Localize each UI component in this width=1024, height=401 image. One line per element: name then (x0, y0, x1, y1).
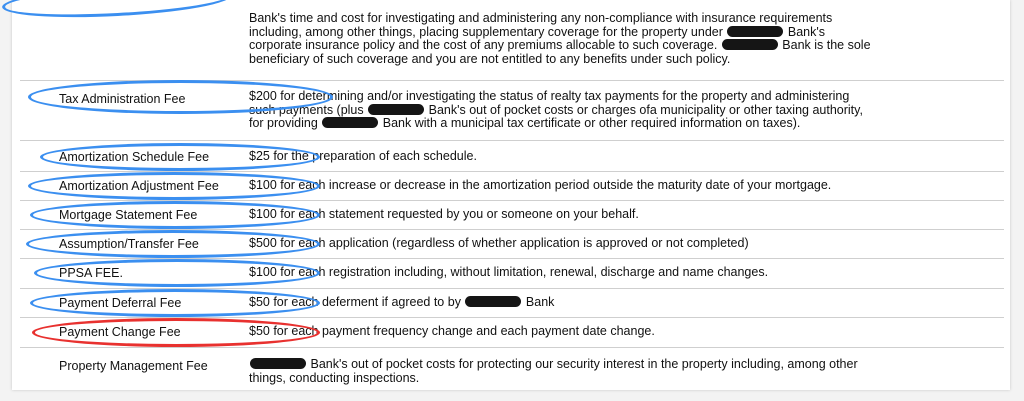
fee-description (249, 237, 899, 251)
fee-term: PPSA FEE. (59, 266, 123, 280)
fee-description (249, 266, 899, 280)
redaction-mark (722, 39, 778, 50)
fee-term: Payment Change Fee (59, 325, 181, 339)
desc-line: $200 for determining and/or investigating the status of realty tax payments for the property and administering (249, 89, 850, 103)
row-divider (20, 258, 1004, 259)
desc-line: things, conducting inspections. (249, 370, 420, 385)
desc-line: such payments (plus (249, 102, 364, 117)
row-divider (20, 171, 1004, 172)
desc-line: for providing (249, 116, 318, 130)
fee-term: Amortization Adjustment Fee (59, 179, 219, 193)
fee-term: Property Management Fee (59, 359, 208, 373)
fee-description (249, 208, 899, 222)
desc-line: Bank's time and cost for investigating and administering any non-compliance with insurance requirements (249, 11, 833, 25)
desc-line: $25 for the preparation of each schedule. (249, 149, 477, 163)
desc-line: including, among other things, placing supplementary coverage for the property under (249, 24, 723, 39)
redaction-mark (322, 117, 378, 128)
row-divider (20, 140, 1004, 141)
fee-term: Payment Deferral Fee (59, 296, 182, 310)
desc-line: Bank (525, 295, 555, 309)
desc-line: Bank's out of pocket costs or charges ofa municipality or other taxing authority, (428, 102, 863, 117)
desc-line: corporate insurance policy and the cost of any premiums allocable to such coverage. (249, 38, 718, 52)
fee-description (249, 179, 949, 193)
document-page (12, 0, 1010, 390)
fee-description (249, 12, 899, 66)
desc-line: Bank's (787, 24, 826, 39)
desc-line: $100 for each registration including, without limitation, renewal, discharge and name changes. (249, 265, 769, 279)
row-divider (20, 80, 1004, 81)
fee-description (249, 296, 899, 310)
redaction-mark (368, 104, 424, 115)
fee-description (249, 325, 899, 339)
desc-line: $50 for each payment frequency change and each payment date change. (249, 324, 655, 338)
redaction-mark (250, 358, 306, 369)
desc-line: Bank's out of pocket costs for protecting our security interest in the property including, among other (310, 357, 858, 371)
desc-line: Bank with a municipal tax certificate or other required information on taxes). (382, 116, 801, 130)
desc-line: $100 for each increase or decrease in the amortization period outside the maturity date of your mortgage. (249, 178, 832, 192)
desc-line: $100 for each statement requested by you or someone on your behalf. (249, 207, 639, 221)
desc-line: Bank is the sole (782, 38, 871, 52)
fee-term: Tax Administration Fee (59, 92, 186, 106)
fee-description (249, 150, 899, 164)
row-divider (20, 347, 1004, 348)
fee-term: Mortgage Statement Fee (59, 208, 198, 222)
fee-term: Amortization Schedule Fee (59, 150, 210, 164)
fee-description (249, 90, 899, 131)
row-divider (20, 200, 1004, 201)
highlight-ellipse-top (1, 0, 232, 22)
desc-line: $50 for each deferment if agreed to by (249, 295, 461, 309)
redaction-mark (465, 296, 521, 307)
desc-line: beneficiary of such coverage and you are not entitled to any benefits under such policy. (249, 51, 731, 66)
fee-term: Assumption/Transfer Fee (59, 237, 199, 251)
desc-line: $500 for each application (regardless of whether application is approved or not completed) (249, 236, 749, 250)
row-divider (20, 317, 1004, 318)
row-divider (20, 229, 1004, 230)
row-divider (20, 288, 1004, 289)
fee-description (249, 358, 899, 385)
redaction-mark (727, 26, 783, 37)
